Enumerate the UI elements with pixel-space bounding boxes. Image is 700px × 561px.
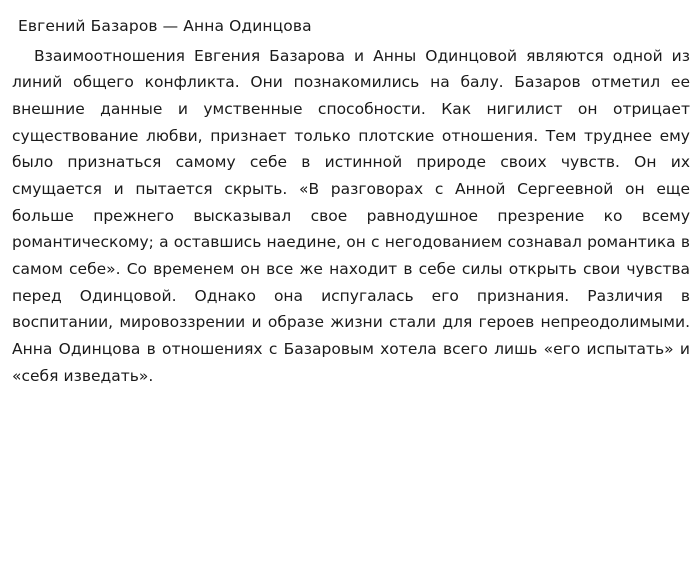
body-paragraph: Взаимоотношения Евгения Базарова и Анны Одинцовой являются одной из линий общего конфликта. Они познакомились на балу. Базаров отметил ее внешние данные и умственные способности. Как нигилист он отрицает существование любви, признает только плотские отношения. Тем труднее ему было признаться самому себе в истинной природе своих чувств. Он их смущается и пытается скрыть. «В разговорах с Анной Сергеевной он еще больше прежнего высказывал свое равнодушное презрение ко всему романтическому; а оставшись наедине, он с негодованием сознавал романтика в самом себе». Со временем он все же находит в себе силы открыть свои чувства перед Одинцовой. Однако она испугалась его признания. Различия в воспитании, мировоззрении и образе жизни стали для героев непреодолимыми. Анна Одинцова в отношениях с Базаровым хотела всего лишь «его испытать» и «себя изведать». <box>12 46 690 385</box>
page-title: Евгений Базаров — Анна Одинцова <box>18 17 312 35</box>
